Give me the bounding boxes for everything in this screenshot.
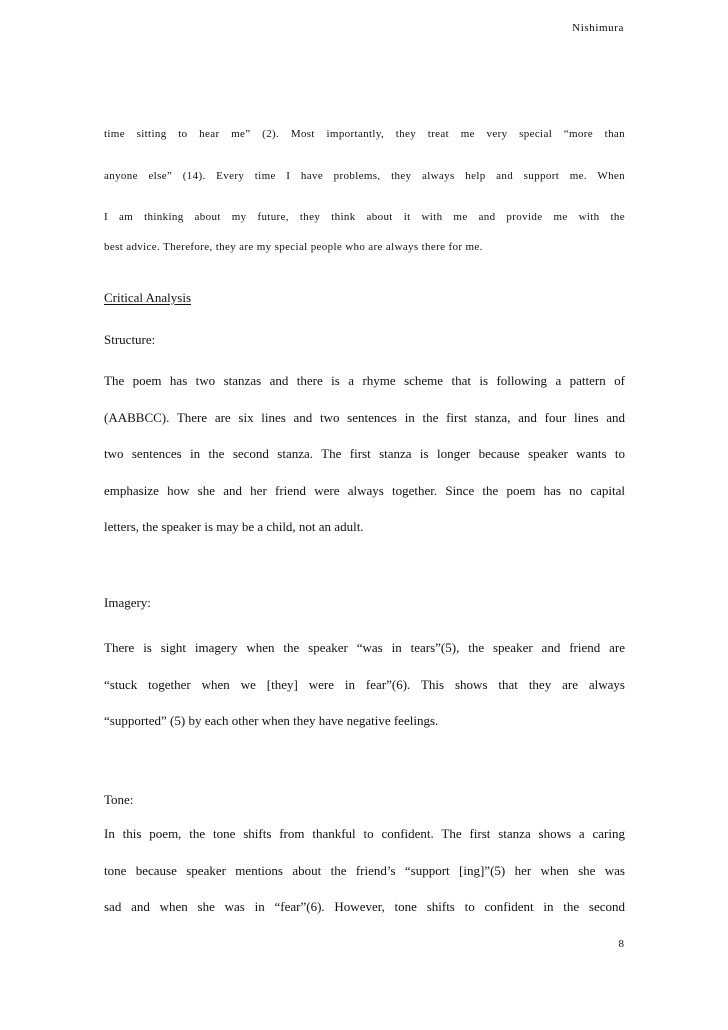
paragraph-line: letters, the speaker is may be a child, not an adult. bbox=[104, 519, 364, 534]
paragraph-line: time sitting to hear me” (2). Most importantly, they treat me very special “more than bbox=[104, 128, 625, 140]
imagery-heading: Imagery: bbox=[104, 595, 151, 610]
tone-heading: Tone: bbox=[104, 792, 134, 807]
page-number: 8 bbox=[618, 938, 624, 950]
structure-heading: Structure: bbox=[104, 332, 156, 347]
paragraph-line: (AABBCC). There are six lines and two sentences in the first stanza, and four lines and bbox=[104, 410, 625, 425]
paragraph-line: best advice. Therefore, they are my special people who are always there for me. bbox=[104, 241, 483, 253]
paragraph-line: There is sight imagery when the speaker “was in tears”(5), the speaker and friend are bbox=[104, 640, 625, 655]
paragraph-line: I am thinking about my future, they think about it with me and provide me with the bbox=[104, 211, 625, 223]
header-author-name: Nishimura bbox=[572, 22, 624, 34]
paragraph-line: emphasize how she and her friend were always together. Since the poem has no capital bbox=[104, 483, 625, 498]
tone-paragraph bbox=[104, 826, 625, 936]
imagery-paragraph bbox=[104, 640, 625, 750]
paragraph-line: “supported” (5) by each other when they have negative feelings. bbox=[104, 713, 439, 728]
paragraph-line: two sentences in the second stanza. The first stanza is longer because speaker wants to bbox=[104, 446, 625, 461]
critical-analysis-heading: Critical Analysis bbox=[104, 290, 192, 305]
paragraph-line: sad and when she was in “fear”(6). However, tone shifts to confident in the second bbox=[104, 899, 625, 914]
structure-paragraph bbox=[104, 373, 625, 553]
paragraph-line: “stuck together when we [they] were in fear”(6). This shows that they are always bbox=[104, 677, 625, 692]
paragraph-line: The poem has two stanzas and there is a rhyme scheme that is following a pattern of bbox=[104, 373, 625, 388]
paragraph-line: anyone else” (14). Every time I have problems, they always help and support me. When bbox=[104, 170, 625, 182]
intro-paragraph bbox=[104, 126, 625, 256]
paragraph-line: tone because speaker mentions about the friend’s “support [ing]”(5) her when she was bbox=[104, 863, 625, 878]
paragraph-line: In this poem, the tone shifts from thankful to confident. The first stanza shows a caring bbox=[104, 826, 625, 841]
